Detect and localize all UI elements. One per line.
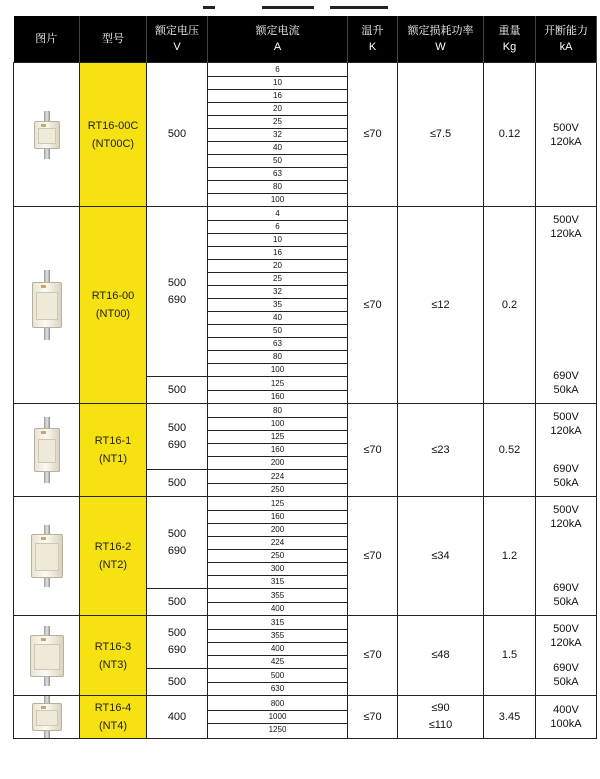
current-cell bbox=[208, 207, 348, 377]
fuse-image-cell bbox=[14, 207, 80, 404]
breaking-value: 50kA bbox=[553, 676, 579, 688]
fuse-icon bbox=[34, 417, 60, 483]
current-row bbox=[208, 549, 347, 562]
current-value: 20 bbox=[208, 102, 347, 115]
weight-cell bbox=[484, 63, 536, 207]
current-value: 100 bbox=[270, 194, 285, 204]
current-value: 20 bbox=[208, 259, 347, 272]
current-value: 63 bbox=[208, 337, 347, 350]
voltage-value: 690 bbox=[167, 438, 187, 451]
current-row bbox=[208, 629, 347, 642]
current-cell bbox=[208, 63, 348, 207]
fuse-label bbox=[34, 644, 60, 670]
breaking-top bbox=[536, 410, 596, 438]
model-cell bbox=[80, 696, 147, 739]
model-label: RT16-00 bbox=[91, 290, 135, 302]
breaking-value: 100kA bbox=[550, 718, 582, 730]
breaking-cell bbox=[536, 616, 597, 696]
current-value: 50 bbox=[208, 154, 347, 167]
power-loss-cell bbox=[398, 497, 484, 616]
fuse-label bbox=[38, 128, 56, 144]
current-row bbox=[208, 337, 347, 350]
current-value: 80 bbox=[208, 180, 347, 193]
header-weight: 重量 Kg bbox=[484, 16, 536, 63]
current-value: 200 bbox=[270, 457, 285, 467]
header-picture: 图片 bbox=[14, 16, 80, 63]
current-row bbox=[208, 363, 347, 376]
breaking-value: 690V bbox=[553, 463, 579, 475]
voltage-value: 690 bbox=[167, 293, 187, 306]
fuse-indicator bbox=[41, 285, 46, 288]
current-row bbox=[208, 102, 347, 115]
current-value: 400 bbox=[270, 603, 285, 613]
current-value: 125 bbox=[208, 378, 347, 391]
fuse-icon bbox=[32, 270, 62, 340]
current-row bbox=[208, 272, 347, 285]
breaking-value: 50kA bbox=[553, 477, 579, 489]
current-cell bbox=[208, 669, 348, 696]
current-value: 355 bbox=[208, 629, 347, 642]
current-value: 200 bbox=[208, 523, 347, 536]
fuse-blade-bottom bbox=[44, 578, 50, 587]
breaking-value: 120kA bbox=[550, 135, 582, 148]
current-row bbox=[208, 682, 347, 695]
current-value: 40 bbox=[208, 141, 347, 154]
current-value: 500 bbox=[208, 670, 347, 683]
current-value: 50 bbox=[208, 324, 347, 337]
current-row bbox=[208, 324, 347, 337]
current-row bbox=[208, 670, 347, 683]
breaking-top bbox=[536, 121, 596, 149]
power-loss-value: ≤23 bbox=[431, 443, 450, 456]
breaking-value: 120kA bbox=[550, 228, 582, 240]
top-strip bbox=[0, 0, 600, 16]
current-list bbox=[208, 670, 347, 695]
breaking-value: 50kA bbox=[553, 384, 579, 396]
temp-rise-cell bbox=[348, 404, 398, 497]
breaking-bottom bbox=[536, 581, 596, 609]
cropped-title-mark bbox=[262, 6, 314, 9]
temp-rise-value: ≤70 bbox=[363, 128, 382, 140]
fuse-indicator bbox=[41, 638, 46, 641]
current-list bbox=[208, 208, 347, 376]
current-row bbox=[208, 246, 347, 259]
power-loss-cell bbox=[398, 616, 484, 696]
cropped-title-mark bbox=[330, 6, 388, 9]
model-cell bbox=[80, 404, 147, 497]
weight-cell bbox=[484, 404, 536, 497]
current-cell bbox=[208, 404, 348, 470]
current-value: 400 bbox=[208, 642, 347, 655]
current-value: 100 bbox=[270, 364, 285, 374]
weight-cell bbox=[484, 616, 536, 696]
current-list bbox=[208, 378, 347, 403]
breaking-cell bbox=[536, 696, 597, 739]
fuse-blade-bottom bbox=[44, 677, 50, 686]
header-model: 型号 bbox=[80, 16, 147, 63]
current-value: 250 bbox=[208, 549, 347, 562]
weight-value: 3.45 bbox=[498, 710, 521, 723]
current-value: 16 bbox=[208, 246, 347, 259]
current-value: 800 bbox=[208, 698, 347, 711]
current-row bbox=[208, 285, 347, 298]
current-list bbox=[208, 471, 347, 496]
current-value: 32 bbox=[208, 128, 347, 141]
model-label: (NT00) bbox=[95, 308, 131, 320]
current-row bbox=[208, 536, 347, 549]
current-row bbox=[208, 180, 347, 193]
weight-cell bbox=[484, 696, 536, 739]
fuse-blade-bottom bbox=[44, 149, 50, 159]
breaking-cell bbox=[536, 497, 597, 616]
current-cell bbox=[208, 470, 348, 497]
current-row bbox=[208, 617, 347, 630]
fuse-label bbox=[35, 543, 59, 571]
current-value: 1000 bbox=[208, 711, 347, 724]
voltage-value: 500 bbox=[167, 421, 187, 434]
current-row bbox=[208, 208, 347, 221]
fuse-icon bbox=[30, 626, 64, 686]
fuse-blade-bottom bbox=[44, 328, 50, 340]
breaking-bottom bbox=[536, 462, 596, 490]
table-row bbox=[14, 63, 597, 207]
current-row bbox=[208, 430, 347, 443]
current-list bbox=[208, 64, 347, 206]
current-value: 4 bbox=[208, 208, 347, 221]
current-value: 355 bbox=[208, 590, 347, 603]
fuse-blade-bottom bbox=[44, 472, 50, 483]
header-breaking: 开断能力 kA bbox=[536, 16, 597, 63]
weight-cell bbox=[484, 207, 536, 404]
model-cell bbox=[80, 616, 147, 696]
breaking-stack bbox=[536, 616, 596, 692]
current-row bbox=[208, 498, 347, 511]
model-label: RT16-3 bbox=[94, 640, 132, 653]
fuse-indicator bbox=[41, 431, 46, 434]
voltage-cell bbox=[147, 377, 208, 404]
header-voltage: 额定电压 V bbox=[147, 16, 208, 63]
current-row bbox=[208, 405, 347, 418]
voltage-cell bbox=[147, 616, 208, 669]
temp-rise-cell bbox=[348, 207, 398, 404]
breaking-top bbox=[536, 703, 596, 731]
current-row bbox=[208, 141, 347, 154]
breaking-value: 500V bbox=[553, 121, 579, 134]
temp-rise-value: ≤70 bbox=[363, 710, 382, 723]
current-row bbox=[208, 711, 347, 724]
power-loss-cell bbox=[398, 404, 484, 497]
voltage-cell bbox=[147, 470, 208, 497]
breaking-value: 690V bbox=[553, 662, 579, 674]
voltage-value: 500 bbox=[167, 627, 187, 639]
current-row bbox=[208, 167, 347, 180]
fuse-image-cell bbox=[14, 63, 80, 207]
breaking-bottom bbox=[536, 369, 596, 397]
breaking-top bbox=[536, 503, 596, 531]
current-value: 6 bbox=[208, 220, 347, 233]
current-row bbox=[208, 523, 347, 536]
voltage-value: 400 bbox=[167, 710, 187, 723]
model-label: RT16-1 bbox=[94, 435, 132, 447]
fuse-blade-top bbox=[44, 111, 50, 121]
breaking-value: 500V bbox=[553, 623, 579, 635]
weight-value: 0.12 bbox=[498, 128, 521, 140]
current-value: 125 bbox=[208, 430, 347, 443]
current-value: 6 bbox=[208, 64, 347, 77]
current-row bbox=[208, 590, 347, 603]
fuse-image-cell bbox=[14, 404, 80, 497]
fuse-image-cell bbox=[14, 497, 80, 616]
table-row bbox=[14, 497, 597, 589]
model-label: (NT4) bbox=[98, 720, 128, 732]
breaking-cell bbox=[536, 404, 597, 497]
breaking-cell bbox=[536, 207, 597, 404]
current-row bbox=[208, 417, 347, 430]
current-list bbox=[208, 617, 347, 668]
header-row bbox=[14, 16, 597, 63]
table-row bbox=[14, 696, 597, 739]
cropped-title-mark bbox=[203, 6, 215, 9]
weight-value: 1.2 bbox=[501, 549, 518, 562]
current-row bbox=[208, 233, 347, 246]
temp-rise-value: ≤70 bbox=[363, 298, 382, 311]
voltage-value: 500 bbox=[167, 276, 187, 289]
current-row bbox=[208, 193, 347, 206]
current-row bbox=[208, 115, 347, 128]
current-value: 16 bbox=[208, 89, 347, 102]
current-row bbox=[208, 575, 347, 588]
voltage-cell bbox=[147, 404, 208, 470]
current-value: 630 bbox=[270, 683, 285, 693]
current-value: 40 bbox=[208, 311, 347, 324]
voltage-value: 690 bbox=[167, 544, 187, 557]
temp-rise-cell bbox=[348, 497, 398, 616]
current-row bbox=[208, 602, 347, 615]
current-value: 160 bbox=[208, 510, 347, 523]
voltage-value: 500 bbox=[167, 527, 187, 540]
breaking-value: 690V bbox=[553, 370, 579, 382]
current-list bbox=[208, 698, 347, 736]
weight-value: 1.5 bbox=[501, 649, 518, 661]
power-loss-cell bbox=[398, 696, 484, 739]
fuse-spec-table bbox=[13, 16, 597, 739]
current-value: 315 bbox=[208, 617, 347, 630]
temp-rise-cell bbox=[348, 696, 398, 739]
model-label: (NT3) bbox=[98, 658, 128, 671]
table-row bbox=[14, 616, 597, 669]
current-row bbox=[208, 298, 347, 311]
breaking-value: 500V bbox=[553, 214, 579, 226]
fuse-icon bbox=[34, 111, 60, 159]
model-label: RT16-2 bbox=[94, 541, 132, 553]
fuse-blade-top bbox=[44, 417, 50, 428]
current-row bbox=[208, 471, 347, 484]
current-value: 100 bbox=[208, 417, 347, 430]
temp-rise-value: ≤70 bbox=[363, 443, 382, 456]
current-row bbox=[208, 655, 347, 668]
fuse-blade-top bbox=[44, 696, 50, 703]
power-loss-value: ≤12 bbox=[431, 298, 450, 311]
breaking-value: 500V bbox=[553, 411, 579, 423]
current-row bbox=[208, 510, 347, 523]
current-value: 160 bbox=[270, 391, 285, 401]
voltage-value: 500 bbox=[167, 476, 187, 489]
temp-rise-value: ≤70 bbox=[363, 549, 382, 562]
breaking-stack bbox=[536, 497, 596, 612]
model-cell bbox=[80, 207, 147, 404]
fuse-icon bbox=[32, 696, 62, 738]
current-row bbox=[208, 562, 347, 575]
current-value: 10 bbox=[208, 233, 347, 246]
power-loss-cell bbox=[398, 63, 484, 207]
voltage-cell bbox=[147, 589, 208, 616]
model-label: RT16-00C bbox=[87, 119, 139, 132]
breaking-value: 50kA bbox=[553, 596, 579, 608]
current-row bbox=[208, 350, 347, 363]
power-loss-value: ≤110 bbox=[428, 719, 453, 731]
voltage-cell bbox=[147, 497, 208, 589]
current-cell bbox=[208, 377, 348, 404]
current-value: 1250 bbox=[268, 725, 287, 734]
current-value: 250 bbox=[270, 484, 285, 494]
current-list bbox=[208, 405, 347, 469]
fuse-blade-top bbox=[44, 626, 50, 635]
table-row bbox=[14, 207, 597, 377]
current-value: 25 bbox=[208, 272, 347, 285]
current-value: 224 bbox=[208, 536, 347, 549]
current-value: 315 bbox=[270, 576, 285, 586]
breaking-top bbox=[536, 213, 596, 241]
breaking-value: 690V bbox=[553, 582, 579, 594]
current-value: 80 bbox=[208, 405, 347, 418]
fuse-blade-top bbox=[44, 270, 50, 282]
current-row bbox=[208, 698, 347, 711]
current-row bbox=[208, 443, 347, 456]
header-temp-rise: 温升 K bbox=[348, 16, 398, 63]
model-label: RT16-4 bbox=[94, 702, 132, 714]
power-loss-cell bbox=[398, 207, 484, 404]
breaking-stack bbox=[536, 207, 596, 400]
power-loss-value: ≤34 bbox=[431, 549, 450, 562]
current-value: 160 bbox=[208, 443, 347, 456]
current-value: 80 bbox=[208, 350, 347, 363]
current-row bbox=[208, 154, 347, 167]
current-list bbox=[208, 590, 347, 615]
current-row bbox=[208, 483, 347, 496]
current-value: 63 bbox=[208, 167, 347, 180]
current-row bbox=[208, 311, 347, 324]
voltage-cell bbox=[147, 696, 208, 739]
current-cell bbox=[208, 497, 348, 589]
fuse-indicator bbox=[41, 124, 46, 127]
breaking-value: 120kA bbox=[550, 518, 582, 530]
weight-cell bbox=[484, 497, 536, 616]
current-row bbox=[208, 378, 347, 391]
current-row bbox=[208, 456, 347, 469]
current-cell bbox=[208, 696, 348, 739]
current-value: 25 bbox=[208, 115, 347, 128]
power-loss-value: ≤48 bbox=[431, 649, 450, 661]
breaking-top bbox=[536, 622, 596, 650]
current-value: 10 bbox=[208, 76, 347, 89]
current-row bbox=[208, 259, 347, 272]
current-value: 35 bbox=[208, 298, 347, 311]
current-cell bbox=[208, 589, 348, 616]
fuse-image-cell bbox=[14, 616, 80, 696]
temp-rise-value: ≤70 bbox=[363, 649, 382, 661]
fuse-label bbox=[38, 439, 56, 463]
current-row bbox=[208, 390, 347, 403]
current-row bbox=[208, 128, 347, 141]
breaking-stack bbox=[536, 404, 596, 493]
breaking-bottom bbox=[536, 661, 596, 689]
fuse-indicator bbox=[41, 537, 46, 540]
current-row bbox=[208, 642, 347, 655]
voltage-value: 500 bbox=[167, 595, 187, 608]
breaking-cell bbox=[536, 63, 597, 207]
header-power-loss: 额定损耗功率 W bbox=[398, 16, 484, 63]
current-value: 425 bbox=[270, 656, 285, 666]
voltage-cell bbox=[147, 669, 208, 696]
temp-rise-cell bbox=[348, 616, 398, 696]
fuse-icon bbox=[31, 525, 63, 587]
fuse-image-cell bbox=[14, 696, 80, 739]
breaking-value: 120kA bbox=[550, 637, 582, 649]
fuse-blade-top bbox=[44, 525, 50, 534]
weight-value: 0.52 bbox=[498, 443, 521, 456]
current-value: 125 bbox=[208, 498, 347, 511]
current-value: 300 bbox=[208, 562, 347, 575]
current-value: 224 bbox=[208, 471, 347, 484]
voltage-cell bbox=[147, 207, 208, 377]
temp-rise-cell bbox=[348, 63, 398, 207]
current-row bbox=[208, 76, 347, 89]
current-row bbox=[208, 89, 347, 102]
power-loss-value: ≤7.5 bbox=[429, 128, 452, 140]
voltage-value: 690 bbox=[167, 644, 187, 656]
header-current: 额定电流 A bbox=[208, 16, 348, 63]
current-row bbox=[208, 64, 347, 77]
voltage-value: 500 bbox=[167, 128, 187, 140]
power-loss-value: ≤90 bbox=[431, 702, 450, 714]
voltage-value: 500 bbox=[167, 383, 187, 396]
weight-value: 0.2 bbox=[501, 298, 518, 311]
current-cell bbox=[208, 616, 348, 669]
fuse-indicator bbox=[41, 706, 46, 709]
fuse-label bbox=[36, 292, 58, 320]
model-cell bbox=[80, 497, 147, 616]
fuse-label bbox=[36, 710, 58, 726]
breaking-value: 500V bbox=[553, 504, 579, 516]
current-value: 32 bbox=[208, 285, 347, 298]
current-row bbox=[208, 220, 347, 233]
fuse-blade-bottom bbox=[44, 731, 50, 738]
table-row bbox=[14, 404, 597, 470]
model-cell bbox=[80, 63, 147, 207]
model-label: (NT2) bbox=[98, 559, 128, 571]
current-row bbox=[208, 724, 347, 737]
breaking-value: 120kA bbox=[550, 425, 582, 437]
model-label: (NT1) bbox=[98, 453, 128, 465]
model-label: (NT00C) bbox=[91, 137, 135, 150]
breaking-value: 400V bbox=[553, 704, 579, 716]
voltage-value: 500 bbox=[167, 675, 187, 688]
voltage-cell bbox=[147, 63, 208, 207]
current-list bbox=[208, 498, 347, 588]
